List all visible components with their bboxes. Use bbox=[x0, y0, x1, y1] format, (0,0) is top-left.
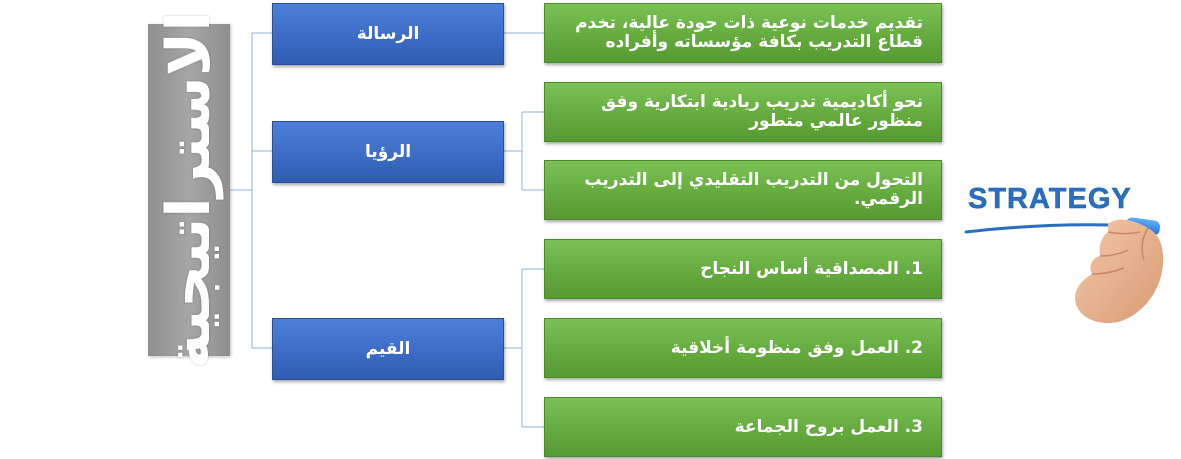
value-item-3-text: 3. العمل بروح الجماعة bbox=[734, 416, 923, 437]
vision-item-2-text: التحول من التدريب التقليدي إلى التدريب الرقمي. bbox=[584, 170, 923, 209]
vision-item-2 bbox=[544, 160, 942, 220]
value-item-2 bbox=[544, 318, 942, 378]
hand-icon bbox=[1075, 220, 1163, 323]
strategy-word: STRATEGY bbox=[968, 183, 1132, 215]
vision-item-1-text: نحو أكاديمية تدريب ريادية ابتكارية وفق منظور عالمي متطور bbox=[601, 92, 923, 131]
strategy-title-panel bbox=[148, 11, 230, 369]
mission-item-text: تقديم خدمات نوعية ذات جودة عالية، تخدم قطاع التدريب بكافة مؤسساته وأفراده bbox=[575, 13, 923, 52]
mission-item bbox=[544, 3, 942, 63]
strategy-title: الاستراتيجية bbox=[154, 11, 224, 369]
value-item-3 bbox=[544, 397, 942, 457]
value-item-1 bbox=[544, 239, 942, 299]
value-item-2-text: 2. العمل وفق منظومة أخلاقية bbox=[670, 337, 923, 358]
vision-item-1 bbox=[544, 82, 942, 142]
value-item-1-text: 1. المصداقية أساس النجاح bbox=[700, 258, 923, 279]
values-box: القيم bbox=[272, 318, 504, 380]
vision-box: الرؤيا bbox=[272, 121, 504, 183]
strategy-hand-image bbox=[958, 176, 1173, 326]
mission-box: الرسالة bbox=[272, 3, 504, 65]
